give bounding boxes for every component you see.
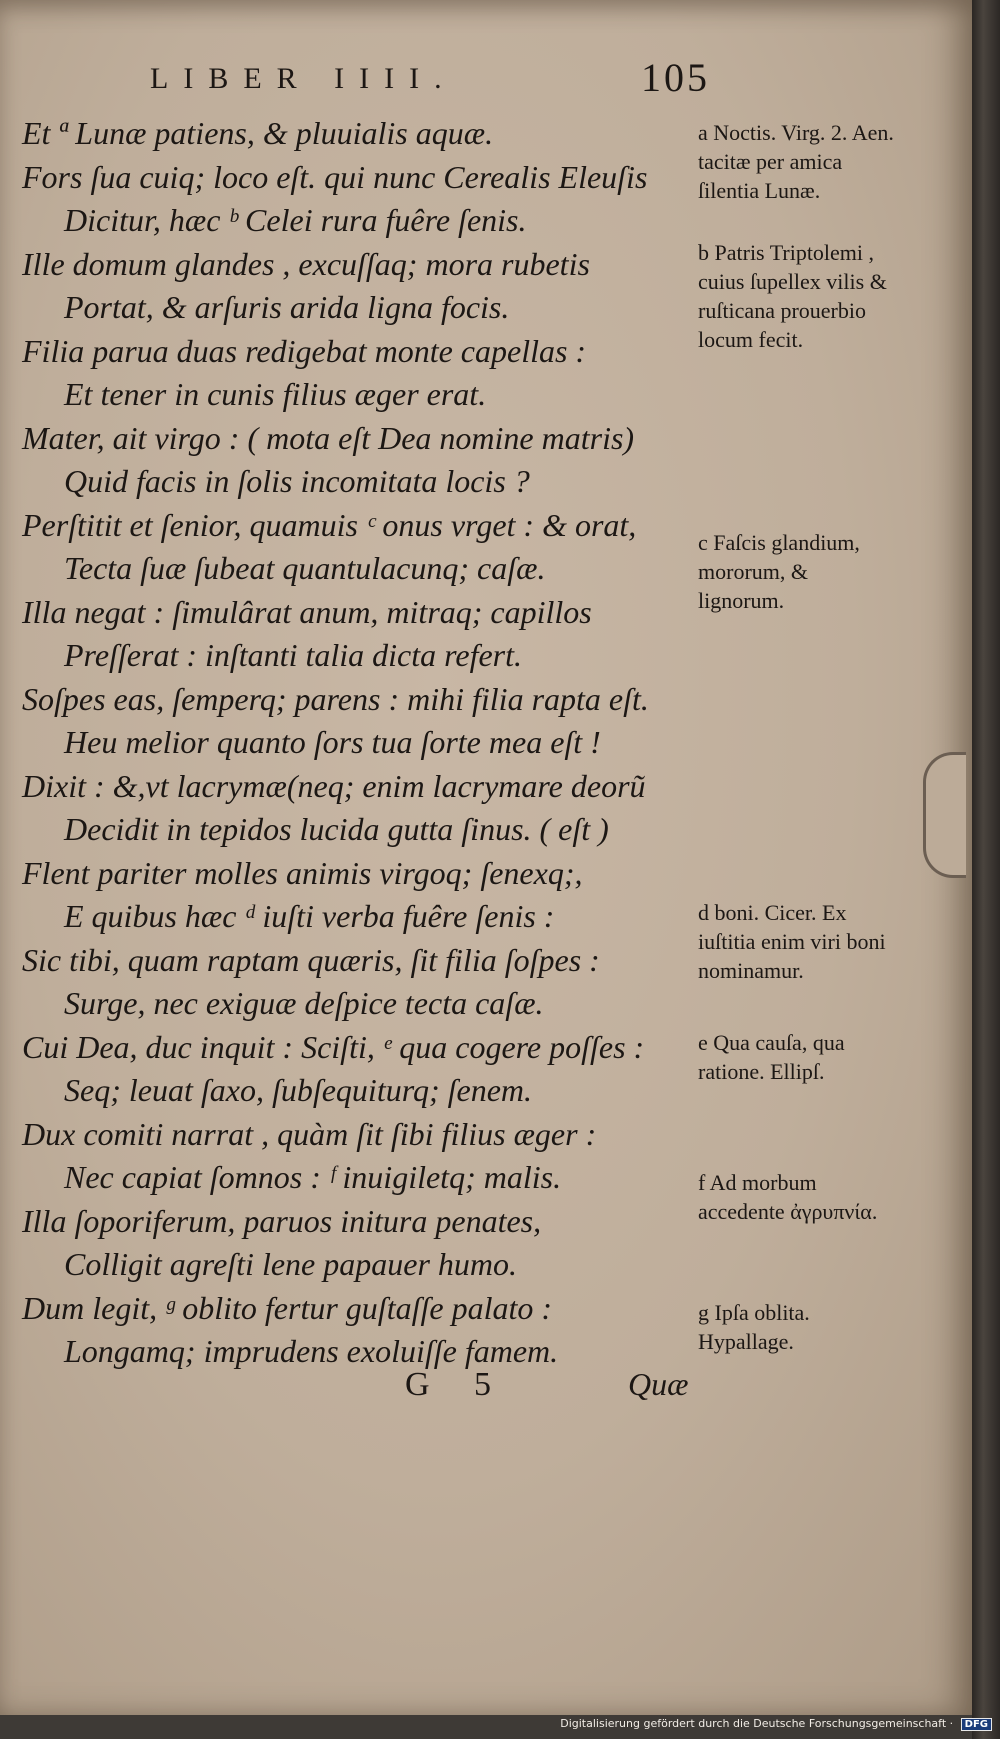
verse-line: Ille domum glandes , excuſſaq; mora rubetis	[22, 245, 590, 282]
verse-line: Tecta ſuæ ſubeat quantulacunq; caſæ.	[64, 550, 546, 586]
book-spine-edge	[972, 0, 1000, 1739]
verse-line: Sic tibi, quam raptam quæris, ſit filia ſoſpes :	[22, 941, 600, 978]
verse-line: Flent pariter molles animis virgoq; ſenexq;,	[22, 854, 583, 891]
marginal-note-b: b Patris Triptolemi , cuius ſupellex vilis & ruſticana prouerbio locum fecit.	[698, 240, 887, 352]
verse-line: Soſpes eas, ſemperq; parens : mihi filia rapta eſt.	[22, 680, 649, 717]
catchword: Quæ	[628, 1366, 689, 1402]
verse-line: E quibus hæc ᵈ iuſti verba fuêre ſenis :	[64, 898, 555, 934]
book-clasp	[923, 752, 966, 878]
verse-line: Filia parua duas redigebat monte capellas :	[22, 332, 587, 369]
verse-line: Mater, ait virgo : ( mota eſt Dea nomine matris)	[22, 419, 635, 456]
verse-line: Illa negat : ſimulârat anum, mitraq; capillos	[22, 593, 592, 630]
verse-line: Dux comiti narrat , quàm ſit ſibi filius æger :	[22, 1115, 597, 1152]
verse-line: Et tener in cunis filius æger erat.	[64, 376, 487, 412]
verse-line: Quid facis in ſolis incomitata locis ?	[64, 463, 530, 499]
page-header	[150, 55, 710, 102]
digitization-credit	[560, 1717, 992, 1731]
marginal-note-c: c Faſcis glandium, mororum, & lignorum.	[698, 530, 860, 613]
marginal-note-a: a Noctis. Virg. 2. Aen. tacitæ per amica ſilentia Lunæ.	[698, 120, 894, 203]
running-title: LIBER IIII.	[150, 62, 457, 95]
verse-line: Perſtitit et ſenior, quamuis ᶜ onus vrget : & orat,	[22, 506, 637, 543]
verse-line: Et ª Lunæ patiens, & pluuialis aquæ.	[22, 115, 494, 151]
marginal-note-e: e Qua cauſa, qua ratione. Ellipſ.	[698, 1030, 845, 1084]
verse-line: Dum legit, ᵍ oblito fertur guſtaſſe palato :	[22, 1289, 552, 1326]
verse-column	[22, 112, 702, 1374]
verse-line: Fors ſua cuiq; loco eſt. qui nunc Cerealis Eleuſis	[22, 158, 648, 195]
verse-line: Heu melior quanto ſors tua ſorte mea eſt !	[64, 724, 601, 760]
verse-line: Nec capiat ſomnos : ᶠ inuigiletq; malis.	[64, 1159, 562, 1195]
verse-line: Colligit agreſti lene papauer humo.	[64, 1246, 517, 1282]
verse-line: Cui Dea, duc inquit : Sciſti, ᵉ qua cogere poſſes :	[22, 1028, 645, 1065]
page-footer	[0, 1366, 972, 1426]
page-number: 105	[641, 55, 710, 100]
verse-line: Portat, & arſuris arida ligna focis.	[64, 289, 510, 325]
verse-line: Dicitur, hæc ᵇ Celei rura fuêre ſenis.	[64, 202, 527, 238]
verse-line: Surge, nec exiguæ deſpice tecta caſæ.	[64, 985, 544, 1021]
verse-line: Preſſerat : inſtanti talia dicta refert.	[64, 637, 523, 673]
verse-line: Illa ſoporiferum, paruos initura penates,	[22, 1202, 542, 1239]
signature-mark: G 5	[405, 1366, 510, 1403]
dfg-logo-icon: DFG	[961, 1718, 992, 1731]
verse-line: Dixit : &,vt lacrymæ(neq; enim lacrymare deorũ	[22, 767, 646, 804]
credit-text: Digitalisierung gefördert durch die Deutsche Forschungsgemeinschaft ·	[560, 1717, 954, 1730]
marginal-note-g: g Ipſa oblita. Hypallage.	[698, 1300, 810, 1354]
verse-line: Seq; leuat ſaxo, ſubſequiturq; ſenem.	[64, 1072, 533, 1108]
marginal-note-d: d boni. Cicer. Ex iuſtitia enim viri boni nominamur.	[698, 900, 886, 983]
marginal-note-f: f Ad morbum accedente ἀγρυπνία.	[698, 1170, 878, 1224]
verse-line: Decidit in tepidos lucida gutta ſinus. ( eſt )	[64, 811, 609, 847]
verse-line: Longamq; imprudens exoluiſſe famem.	[64, 1333, 559, 1369]
